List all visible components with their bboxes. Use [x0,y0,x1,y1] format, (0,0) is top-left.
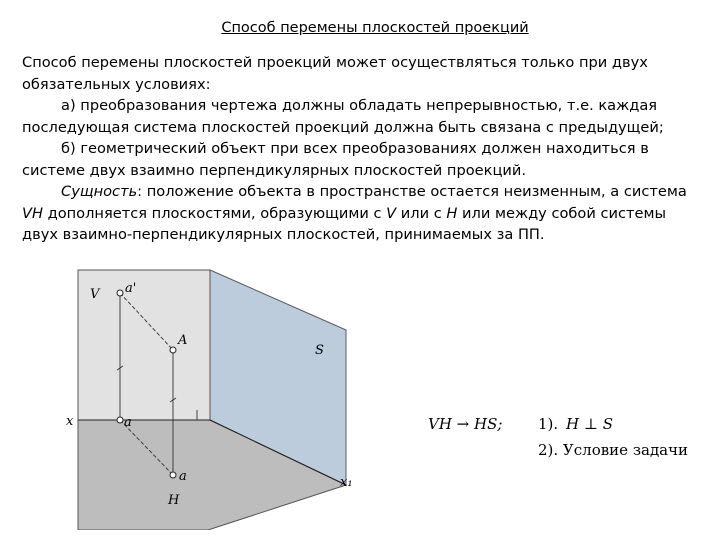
point-ax [117,417,123,423]
essence-v: V [386,204,397,222]
formula-cond2: 2). Условие задачи [538,441,689,459]
essence-text-a: : положение объекта в пространстве остается неизменным, а система [137,183,687,200]
paragraph-condition-a: а) преобразования чертежа должны обладать непрерывностью, т.е. каждая последующая система плоскостей проекций должна быть связана с предыдущей; [22,97,664,136]
page-title: Способ перемены плоскостей проекций [221,20,529,36]
point-A [170,347,176,353]
formula-cond1-expr: H ⊥ S [566,415,613,433]
essence-text-c: или с [396,204,447,222]
paragraph-intro: Способ перемены плоскостей проекций может осуществляться только при двух обязательных условиях: [22,54,648,93]
label-ax: a [124,415,132,430]
paragraph-essence [22,181,702,246]
formula-cond1-number: 1). [538,415,559,433]
label-x: x [66,414,74,429]
label-a: a [179,469,187,484]
essence-text-b: дополняется плоскостями, образующими с [42,204,387,222]
projection-planes-figure [60,260,360,530]
label-V: V [90,287,100,302]
label-S: S [315,343,324,358]
label-A: A [178,333,188,348]
label-H: H [168,493,180,508]
point-a-prime [117,290,123,296]
body-text [22,52,702,246]
label-x1: x₁ [340,475,353,490]
essence-text-d: или между собой системы двух взаимно-перпендикулярных плоскостей, принимаемых за ПП. [22,204,666,243]
essence-h: H [446,204,458,222]
label-a-prime: a' [125,281,137,296]
paragraph-condition-b: б) геометрический объект при всех преобразованиях должен находиться в системе двух взаимно перпендикулярных плоскостей проекций. [22,140,649,179]
essence-term: Сущность [61,183,138,200]
essence-vh: VH [22,204,43,222]
formula-transform: VH → HS; [428,415,503,433]
point-a [170,472,176,478]
